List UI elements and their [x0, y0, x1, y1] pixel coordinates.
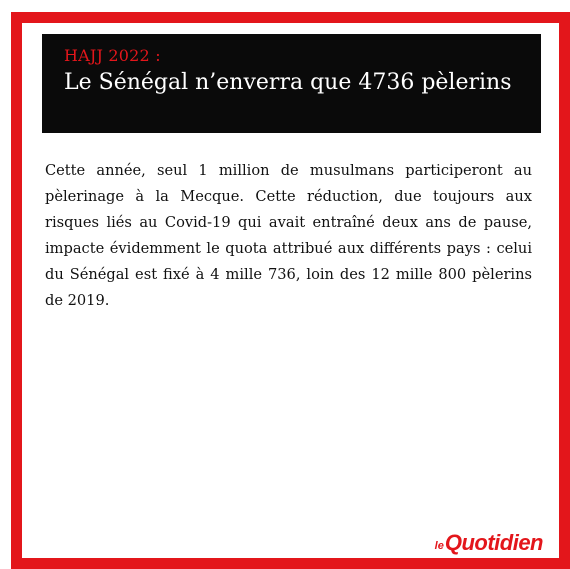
article-body: Cette année, seul 1 million de musulmans participeront au pèlerinage à la Mecque. Cette réduction, due toujours aux risques liés au Covid-19 qui avait entraîné deux ans de pause, impacte évidemment le quota attribué aux différents pays : celui du Sénégal est fixé à 4 mille 736, loin des 12 mille 800 pèlerins de 2019. — [45, 162, 532, 309]
headline: Le Sénégal n’enverra que 4736 pèlerins — [64, 70, 512, 95]
headline-box — [42, 34, 541, 133]
le-quotidien-logo — [429, 526, 551, 556]
logo-prefix: le — [434, 540, 444, 552]
kicker: HAJJ 2022 : — [64, 46, 161, 65]
logo-name: Quotidien — [444, 530, 543, 555]
red-border-frame — [11, 12, 570, 569]
